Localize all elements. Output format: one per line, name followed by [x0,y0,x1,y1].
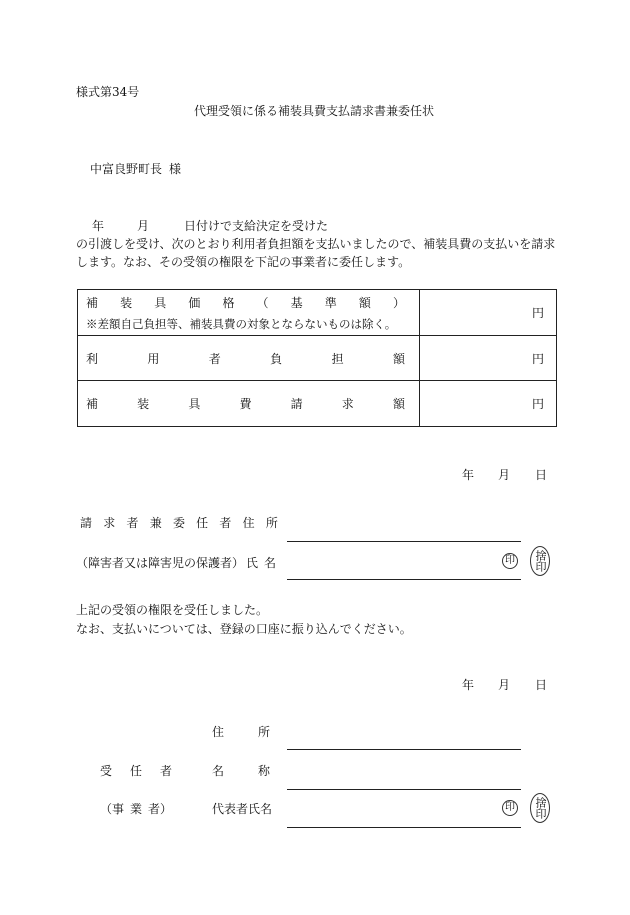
agent-name-label: 名 称 [212,764,270,778]
table-note: ※差額自己負担等、補装具費の対象とならないものは除く。 [86,316,397,331]
yen-unit: 円 [531,397,544,411]
agent-address-label: 住 所 [212,725,270,739]
table-label-cell [78,290,420,336]
table-label-cell [78,336,420,381]
spread-label: 利 用 者 負 担 額 [86,351,405,366]
table-row [78,290,557,336]
intro-year: 年 [92,219,105,233]
claimant-address-label: 請 求 者 兼 委 任 者 住 所 [80,516,278,530]
agent-address-line [287,749,521,750]
table-row [78,381,557,427]
agent-rep-line [287,827,521,828]
table-value-cell [420,381,557,427]
date2-year: 年 [462,678,475,692]
agent-name-line [287,789,521,790]
agent-role-label: 受 任 者 [100,764,172,778]
spare-seal-text: 捨印 [534,797,548,819]
table-value-cell [420,336,557,381]
intro-line2: の引渡しを受け、次のとおり利用者負担額を支払いましたので、補装具費の支払いを請求 [76,237,556,251]
date1-month: 月 [498,468,511,482]
intro-line1: 日付けで支給決定を受けた [184,219,329,233]
claimant-name-label: 氏 名 [246,556,276,570]
agent-business-label: （事 業 者） [100,802,172,816]
table-row [78,336,557,381]
yen-unit: 円 [531,306,544,320]
guardian-note: （障害者又は障害児の保護者） [76,556,245,570]
agent-rep-label: 代表者氏名 [212,802,273,816]
seal-text: 印 [505,555,515,566]
date1-year: 年 [462,468,475,482]
date1-day: 日 [535,468,548,482]
spare-seal-text: 捨印 [534,550,548,572]
intro-line3: します。なお、その受領の権限を下記の事業者に委任します。 [76,255,411,269]
seal-mark [502,553,518,569]
table-value-cell [420,290,557,336]
addressee [90,163,181,175]
claim-table [77,289,557,427]
seal-text: 印 [505,802,515,813]
claimant-name-line [287,579,521,580]
addressee-honorific: 様 [169,162,182,176]
table-label-cell [78,381,420,427]
spread-label: 補 装 具 価 格 （ 基 準 額 ） [86,295,405,310]
document-title: 代理受領に係る補装具費支払請求書兼委任状 [194,104,435,118]
spare-seal-mark [530,793,550,823]
claimant-address-line [287,541,521,542]
seal-mark [502,800,518,816]
form-number: 様式第34号 [76,85,140,99]
spread-label: 補 装 具 費 請 求 額 [86,397,405,411]
acceptance-line1: 上記の受領の権限を受任しました。 [76,603,269,617]
spare-seal-mark [530,546,550,576]
addressee-name: 中富良野町長 [90,162,163,176]
acceptance-line2: なお、支払いについては、登録の口座に振り込んでください。 [76,622,412,636]
date2-month: 月 [498,678,511,692]
intro-month: 月 [137,219,150,233]
yen-unit: 円 [531,351,544,366]
date2-day: 日 [535,678,548,692]
